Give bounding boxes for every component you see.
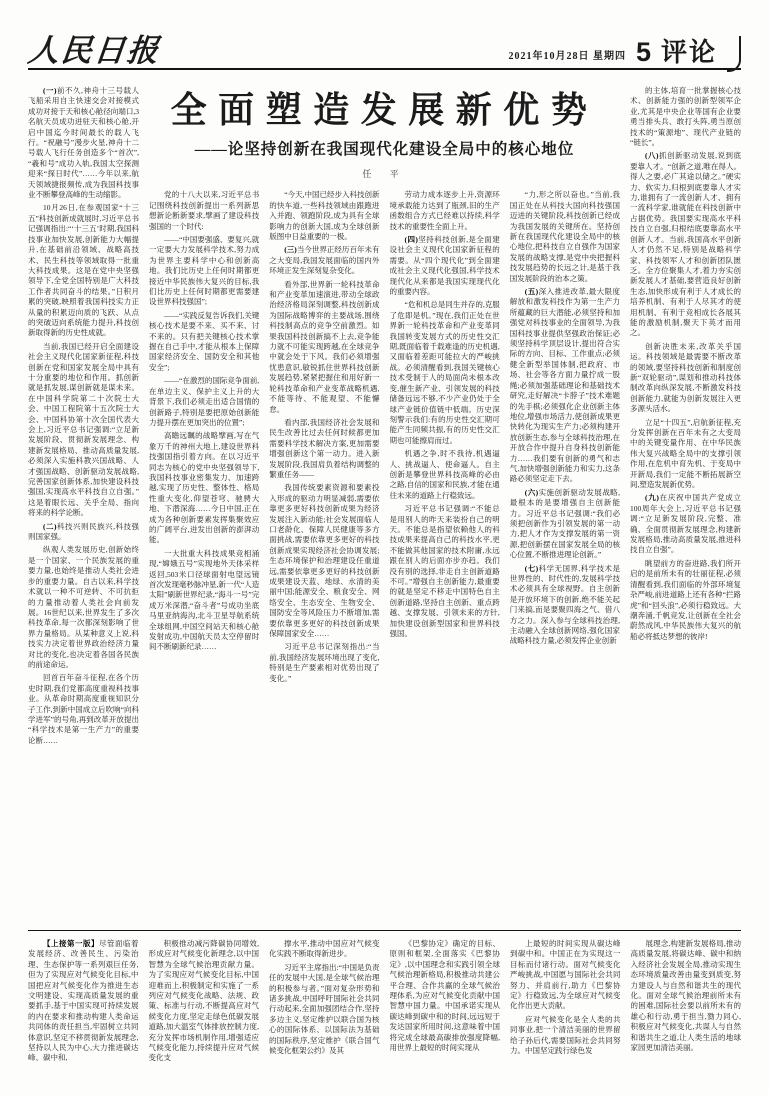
section-corner-mark <box>727 36 741 72</box>
continuation-column-4 <box>390 939 501 1091</box>
paragraph: 积极推动减污降碳协同增效,形成应对气候变化新理念,以中国智慧为全球气候治理贡献力量。为了实现应对气候变化目标,中国迎难而上,积极制定和实施了一系列应对气候变化战略、法规、政策、标准与行动,不断提高应对气候变化力度,坚定走绿色低碳发展道路,加大温室气体排放控制力度,充分发挥市场机制作用,增强适应气候变化能力,持续提升应对气候变化支 <box>148 939 259 1063</box>
section-title: 评论 <box>660 38 717 67</box>
article-subtitle: ——论坚持创新在我国现代化建设全局中的核心地位 <box>194 141 575 159</box>
paragraph: (八)抓创新驱动发展,说到底要靠人才。“创新之道,唯在得人。得人之要,必广其途以储之。”硬实力、软实力,归根到底要靠人才实力,谁拥有了一流创新人才、拥有一流科学家,谁就能在科技创新中占据优势。我国要实现高水平科技自立自强,归根结底要靠高水平创新人才。当前,我国高水平创新人才仍然不足,特别是战略科学家、科技领军人才和创新团队匮乏。全方位聚集人才,着力夯实创新发展人才基础,要营造良好创新生态,加快形成有利于人才成长的培养机制、有利于人尽其才的使用机制、有利于竞相成长各展其能的激励机制,聚天下英才而用之。 <box>630 151 741 338</box>
paragraph: 【上接第一版】尽管面临着发展经济、改善民生、污染治理、生态保护等一系列艰巨任务,但为了实现应对气候变化目标,中国把应对气候变化作为推进生态文明建设、实现高质量发展的重要抓手,基于中国实现可持续发展的内在要求和推动构建人类命运共同体的责任担当,牢固树立共同体意识,坚定不移贯彻新发展理念,坚持以人民为中心,大力推进碳达峰、碳中和, <box>28 939 139 1063</box>
main-article <box>28 86 741 924</box>
paragraph: 《巴黎协定》确定的目标、原则和框架,全面落实《巴黎协定》,以中国理念和实践引领全球气候治理新格局,积极推动共建公平合理、合作共赢的全球气候治理体系,为应对气候变化贡献中国智慧中国力量。中国承诺实现从碳达峰到碳中和的时间,远远短于发达国家所用时间,这意味着中国将完成全球最高碳排放强度降幅,用世界上最短的时间实现从 <box>389 939 500 1053</box>
paragraph: 的主体,培育一批掌握核心技术、创新能力强的创新型领军企业,尤其是中央企业等国有企业要勇当排头兵、敢打头阵,勇当原创技术的“策源地”、现代产业链的“链长”。 <box>630 86 741 148</box>
paragraph: (六)实施创新驱动发展战略,最根本的是要增强自主创新能力。习近平总书记强调:“我们必须把创新作为引领发展的第一动力,把人才作为支撑发展的第一资源,把创新摆在国家发展全局的核心位置,不断推进理论创新。” <box>509 487 620 560</box>
paragraph: (四)坚持科技创新,是全面建设社会主义现代化国家新征程的需要。从“四个现代化”到全面建成社会主义现代化强国,科学技术现代化从来都是我国实现现代化的重要内容。 <box>389 235 500 297</box>
paragraph: (二)科技兴则民族兴,科技强则国家强。 <box>28 521 139 542</box>
article-column-4 <box>390 190 500 924</box>
continuation-column-3 <box>269 939 380 1091</box>
paragraph: ——“在激烈的国际竞争面前,在单边主义、保护主义上升的大背景下,我们必须走出适合国情的创新路子,特别是要把原始创新能力提升摆在更加突出的位置”; <box>149 376 260 427</box>
paragraph: 劳动力成本逐步上升,资源环境承载能力达到了瓶颈,旧的生产函数组合方式已经难以持续,科学技术的重要性全面上升。 <box>389 190 500 231</box>
publication-date: 2021年10月28日 星期四 <box>508 51 626 62</box>
paragraph: 眺望前方的奋进路,我们所开启的是前所未有的壮丽征程,必须清醒看到,我们面临的外部环境复杂严峻,前进道路上还有各种“拦路虎”和“回头浪”,必须行稳致远。大潮奔涌,千帆竞发,让创新在全社会蔚然成风,中华民族伟大复兴的航船必将抵达梦想的彼岸! <box>630 558 741 641</box>
article-center-columns <box>149 190 620 924</box>
paragraph: 看内部,我国经济社会发展和民生改善比过去任何时候都更加需要科学技术解决方案,更加需要增强创新这个第一动力。进入新发展阶段,我国肩负着结构调整的繁重任务—— <box>269 417 380 479</box>
continuation-column-2 <box>149 939 260 1091</box>
paragraph: “危和机总是同生并存的,克服了危即是机。”现在,我们正处在世界新一轮科技革命和产业变革同我国转变发展方式的历史性交汇期,既面临着千载难逢的历史机遇,又面临着差距可能拉大的严峻挑战。必须清醒看到,我国关键核心技术受制于人的局面尚未根本改变,催生新产业、引领发展的科技储备远远不够,不少产业仍处于全球产业链价值链中低端。历史深刻警示我们:有的历史性交汇期可能产生同频共振,有的历史性交汇期也可能擦肩而过。 <box>389 300 500 445</box>
paragraph: 我国传统要素资源和要素投入形成的驱动力明显减弱,需要依靠更多更好科技创新成果为经济发展注入新动能;社会发展面临人口老龄化、保障人民健康等多方面挑战,需要依靠更多更好的科技创新成果实现经济社会协调发展;生态环境保护和治理建设任重道远,需要依靠更多更好的科技创新成果建设天蓝、地绿、水清的美丽中国;能源安全、粮食安全、网络安全、生态安全、生物安全、国防安全等风险压力不断增加,需要依靠更多更好的科技创新成果保障国家安全…… <box>269 483 380 639</box>
paragraph: 习近平总书记强调:“不能总是用别人的昨天来装扮自己的明天。不能总是指望依赖他人的科技成果来提高自己的科技水平,更不能做其他国家的技术附庸,永远跟在别人的后面亦步亦趋。我们没有别的选择,非走自主创新道路不可。”增强自主创新能力,最重要的就是坚定不移走中国特色自主创新道路,坚持自主创新、重点跨越、支撑发展、引领未来的方针,加快建设创新型国家和世界科技强国。 <box>389 504 500 639</box>
paragraph: (五)深入推进改革,最大限度解放和激发科技作为第一生产力所蕴藏的巨大潜能,必须坚持和加强党对科技事业的全面领导,为我国科技事业提供坚强政治保证;必须坚持科学顶层设计,提出符合实际的方向、目标、工作重点;必须健全新型举国体制,把政府、市场、社会等各方面力量拧成一股绳;必须加强基础理论和基础技术研究,走好解决“卡脖子”技术难题的先手棋;必须强化企业创新主体地位,增强市场活力,使创新成果更快转化为现实生产力;必须构建开放创新生态,参与全球科技治理,在开放合作中提升自身科技创新能力……我们要有创新的勇气和志气,加快增强创新能力和实力,这条路必须坚定走下去。 <box>509 287 620 484</box>
paragraph: 上最短的时间实现从碳达峰到碳中和。中国正在为实现这一目标而付诸行动。面对气候变化严峻挑战,中国愿与国际社会共同努力、并肩前行,助力《巴黎协定》行稳致远,为全球应对气候变化作出更大贡献。 <box>510 939 621 1011</box>
paragraph: 当前,我国已经开启全面建设社会主义现代化国家新征程,科技创新在党和国家发展全局中具有十分重要的地位和作用。抓创新就是抓发展,谋创新就是谋未来。在中国科学院第二十次院士大会、中国工程院第十五次院士大会、中国科协第十次全国代表大会上,习近平总书记强调:“立足新发展阶段、贯彻新发展理念、构建新发展格局、推动高质量发展,必须深入实施科教兴国战略、人才强国战略、创新驱动发展战略,完善国家创新体系,加快建设科技强国,实现高水平科技自立自强。”这是着眼长远、关乎全局、指向将来的科学论断。 <box>28 341 139 518</box>
article-center-zone <box>149 86 620 924</box>
paragraph: 高瞻远瞩的战略擘画,写在气象万千的神州大地上,建设世界科技强国指引着方向。在以习近平同志为核心的党中央坚强领导下,我国科技事业密集发力、加速跨越,实现了历史性、整体性、格局性重大变化,仰望苍穹、驰骋大地、下潜深海……今日中国,正在成为各种创新要素发挥集聚效应的广阔平台,迸发出创新的澎湃动能。 <box>149 431 260 545</box>
paragraph: 机遇之争,时不我待,机遇逼人、挑战逼人、使命逼人。自主创新是攀登世界科技高峰的必由之路,自信的国家和民族,才能在通往未来的道路上行稳致远。 <box>389 449 500 500</box>
continuation-column-5 <box>510 939 621 1091</box>
paragraph: 看外部,世界新一轮科技革命和产业变革加速演进,带动全球政治经济格局深刻调整,科技创新成为国际战略博弈的主要战场,围绕科技制高点的竞争空前激烈。如果我国科技创新搞不上去,竞争能力就不可能实现跨越,在全球竞争中就会处于下风。我们必须增强忧患意识,敏锐抓住世界科技创新发展趋势,紧紧把握住和用好新一轮科技革命和产业变革战略机遇,不能等待、不能观望、不能懈怠。 <box>269 279 380 414</box>
article-column-1 <box>28 86 139 924</box>
article-column-2 <box>149 190 259 924</box>
paragraph: 一大批重大科技成果竞相涌现,“嫦娥五号”实现地外天体采样返回,503米口径球面射电望远镜首次发现毫秒脉冲星,新一代“人造太阳”刷新世界纪录,“海斗一号”完成万米深潜,“奋斗者”号成功坐底马里亚纳海沟,北斗卫星导航系统全球组网,中国空间站天和核心舱发射成功,中国航天员太空停留时间不断刷新纪录…… <box>149 548 260 652</box>
paragraph: 党的十八大以来,习近平总书记围绕科技创新提出一系列新思想新论断新要求,擘画了建设科技强国的一个时代: <box>149 190 260 231</box>
page-number: 5 <box>635 37 651 67</box>
paragraph: 撑水平,推动中国应对气候变化实践不断取得新进步。 <box>269 939 380 959</box>
paragraph: 习近平总书记深刻指出:“当前,我国经济发展环境出现了变化,特别是生产要素相对优势出现了变化。” <box>269 642 380 683</box>
article-headline: 全面塑造发展新优势 <box>170 90 599 130</box>
header-right <box>508 36 741 66</box>
paragraph: 展理念,构建新发展格局,推动高质量发展,将碳达峰、碳中和纳入经济社会发展全局,推动实现生态环境质量改善由量变到质变,努力建设人与自然和谐共生的现代化。面对全球气候治理前所未有的困难,国际社会要以前所未有的雄心和行动,勇于担当,勠力同心,积极应对气候变化,共谋人与自然和谐共生之道,让人类生活的地球家园更加清洁美丽。 <box>630 939 741 1053</box>
paragraph: ——“中国要强盛、要复兴,就一定要大力发展科学技术,努力成为世界主要科学中心和创新高地。我们比历史上任何时期都更接近中华民族伟大复兴的目标,我们比历史上任何时期都更需要建设世界科技强国”; <box>149 235 260 307</box>
continuation-column-1 <box>28 939 139 1091</box>
continuation-column-6 <box>631 939 742 1091</box>
paragraph: (三)当今世界正经历百年未有之大变局,我国发展面临的国内外环境正发生深刻复杂变化。 <box>269 245 380 276</box>
masthead-logo: 人民日报 <box>26 33 162 68</box>
paragraph: “今天,中国已经步入科技创新的快车道,一些科技领域由跟跑进入并跑、领跑阶段,成为具有全球影响力的创新大国,成为全球创新版图中日益重要的一极。 <box>269 190 380 242</box>
paragraph: 习近平主席指出:“中国是负责任的发展中大国,是全球气候治理的积极参与者。”面对复杂形势和诸多挑战,中国呼吁国际社会共同行动起来,全面加强团结合作,坚持多边主义,坚定维护以联合国为核心的国际体系、以国际法为基础的国际秩序,坚定维护《联合国气候变化框架公约》及其 <box>269 962 380 1056</box>
paragraph: 创新决胜未来,改革关乎国运。科技领域是最需要不断改革的领域,要坚持科技创新和制度创新“双轮驱动”,谋划和推动科技体制改革向纵深发展,不断激发科技创新能力,就能为创新发展注入更多源头活水。 <box>630 341 741 414</box>
paragraph: 回首百年奋斗征程,在各个历史时期,我们党都高度重视科技事业。从革命时期高度重视知识分子工作,到新中国成立后吹响“向科学进军”的号角,再到改革开放提出“科学技术是第一生产力”的重要论断…… <box>28 673 139 745</box>
article-column-3 <box>269 190 379 924</box>
article-column-5 <box>510 190 620 924</box>
paragraph: 10月26日,在参观国家“十三五”科技创新成就展时,习近平总书记强调指出:“‘十三五’时期,我国科技事业加快发展,创新能力大幅提升,在基础前沿领域、战略高技术、民生科技等领域取得一批重大科技成果。这是在党中央坚强领导下,全党全国特别是广大科技工作者共同奋斗的结果。”日积月累的突破,映照着我国科技实力正从量的积累迈向质的飞跃、从点的突破迈向系统能力提升,科技创新取得新的历史性成就。 <box>28 203 139 338</box>
header-rule <box>28 68 741 70</box>
continued-article <box>28 939 741 1091</box>
paragraph: 纵观人类发展历史,创新始终是一个国家、一个民族发展的重要力量,也始终是推动人类社会进步的重要力量。自古以来,科学技术就以一种不可逆转、不可抗拒的力量推动着人类社会向前发展。16世纪以来,世界发生了多次科技革命,每一次都深刻影响了世界力量格局。从某种意义上说,科技实力决定着世界政治经济力量对比的变化,也决定着各国各民族的前途命运。 <box>28 545 139 669</box>
page-header <box>28 24 741 66</box>
paragraph: 立足“十四五”,启航新征程,充分发挥创新在百年未有之大变局中的关键变量作用、在中华民族伟大复兴战略全局中的支撑引领作用,在危机中育先机、于变局中开新局,我们一定能不断拓展新空间,塑造发展新优势。 <box>630 417 741 490</box>
paragraph: “力,形之所以奋也。”当前,我国正处在从科技大国向科技强国迈进的关键阶段,科技创新已经成为我国发展的关键所在。坚持创新在我国现代化建设全局中的核心地位,把科技自立自强作为国家发展的战略支撑,是党中央把握科技发展趋势的长远之计,是基于我国发展阶段的治本之策。 <box>509 190 620 283</box>
paragraph: ——“实践反复告诉我们,关键核心技术是要不来、买不来、讨不来的。只有把关键核心技术掌握在自己手中,才能从根本上保障国家经济安全、国防安全和其他安全”; <box>149 310 260 372</box>
section-divider-rule <box>28 930 741 931</box>
article-byline: 任 平 <box>362 169 407 180</box>
paragraph: (九)在庆祝中国共产党成立100周年大会上,习近平总书记强调:“立足新发展阶段,完整、准确、全面贯彻新发展理念,构建新发展格局,推动高质量发展,推进科技自立自强”。 <box>630 493 741 555</box>
paragraph: 应对气候变化是全人类的共同事业,把一个清洁美丽的世界留给子孙后代,需要国际社会共同努力。中国坚定践行绿色发 <box>510 1014 621 1056</box>
paragraph: (一)前不久,神舟十三号载人飞船采用自主快速交会对接模式成功对接于天和核心舱径向端口,3名航天员成功进驻天和核心舱,开启中国迄今时间最长的载人飞行。“祝融号”漫步火星,神舟十二号载人飞行任务创造多个“首次”,“羲和号”成功入轨,我国太空探测迎来“探日时代”……今年以来,航天领域捷报频传,成为我国科技事业不断攀登高峰的生动缩影。 <box>28 86 139 200</box>
article-column-6 <box>630 86 741 924</box>
paragraph: (七)科学无国界,科学技术是世界性的、时代性的,发展科学技术必须具有全球视野。自主创新是开放环境下的创新,绝不能关起门来搞,而是要聚四海之气、借八方之力。深入参与全球科技治理,主动融入全球创新网络,强化国家战略科技力量,必须发挥企业创新 <box>509 563 620 646</box>
